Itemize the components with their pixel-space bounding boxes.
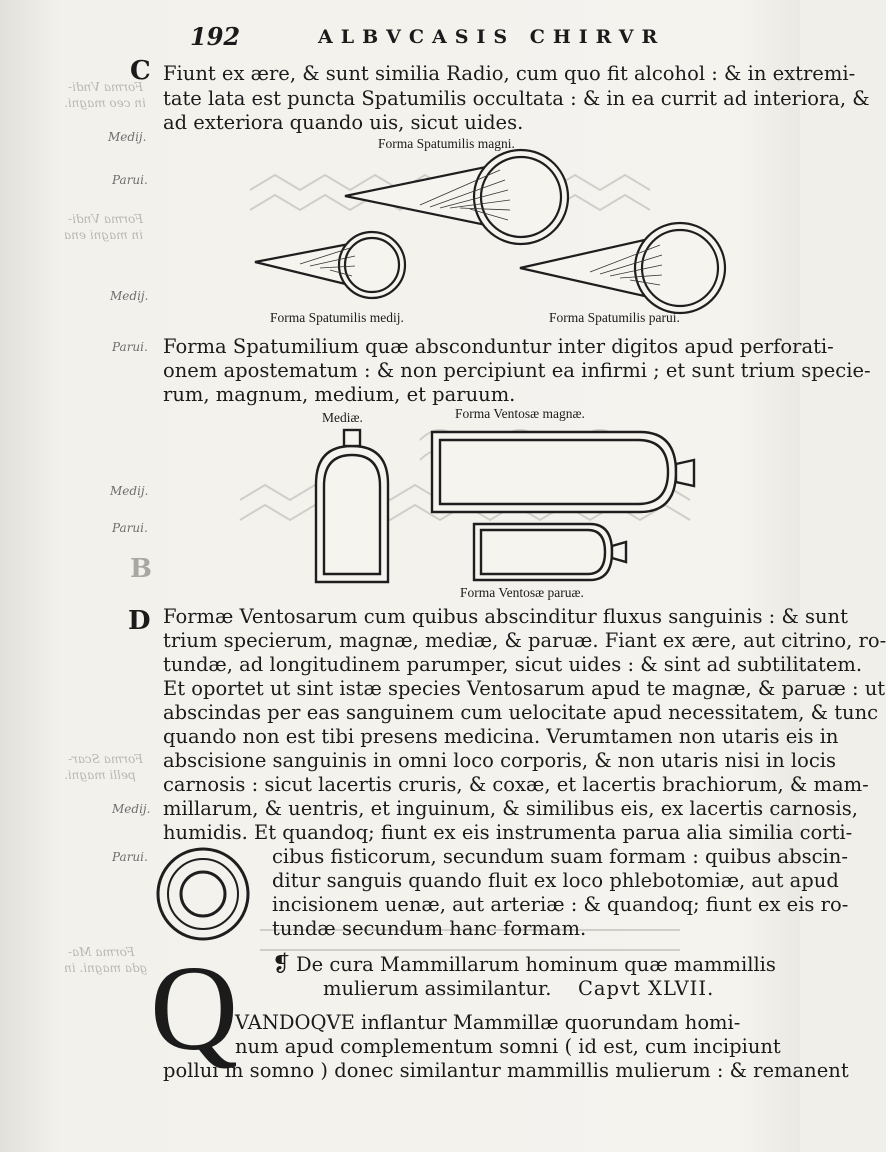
text-line: tundæ, ad longitudinem parumper, sicut uides : & sint ad subtilitatem. — [163, 653, 863, 676]
section-letter-d: D — [128, 606, 151, 636]
text-line: num apud complementum somni ( id est, cum incipiunt — [235, 1035, 781, 1058]
text-line: pollui in somno ) donec similantur mammillis mulierum : & remanent — [163, 1059, 849, 1082]
bleed-note-3: Forma Vndi- — [68, 212, 143, 226]
margin-note-parui-3: Parui. — [112, 521, 148, 535]
chapter-title-cont: mulierum assimilantur. — [323, 977, 552, 1000]
margin-note-parui-1: Parui. — [112, 173, 148, 187]
text-line: onem apostematum : & non percipiunt ea infirmi ; et sunt trium specie- — [163, 359, 871, 382]
margin-note-medij-2: Medij. — [110, 289, 149, 303]
caption-spatumilis-medii: Forma Spatumilis medij. — [270, 310, 404, 325]
text-line: abscindas per eas sanguinem cum uelocitate apud necessitatem, & tunc — [163, 701, 879, 724]
text-line: ditur sanguis quando fluit ex loco phlebotomiæ, aut apud — [272, 869, 839, 892]
caption-ventosa-mediae: Mediæ. — [322, 410, 363, 425]
bleed-note-7: Forma Ma- — [68, 945, 135, 959]
text-line: Fiunt ex ære, & sunt similia Radio, cum quo fit alcohol : & in extremi- — [163, 62, 856, 85]
caption-ventosa-paruae: Forma Ventosæ paruæ. — [460, 585, 584, 600]
caption-spatumilis-magni: Forma Spatumilis magni. — [378, 136, 515, 151]
drop-capital: Q — [150, 941, 239, 1076]
text-line: Forma Spatumilium quæ absconduntur inter digitos apud perforati- — [163, 335, 834, 358]
bleed-note-4: in magni ena — [64, 228, 143, 242]
text-line: incisionem uenæ, aut arteriæ : & quandoq; fiunt ex eis ro- — [272, 893, 849, 916]
text-line: tundæ secundum hanc formam. — [272, 917, 587, 940]
text-line: Formæ Ventosarum cum quibus abscinditur fluxus sanguinis : & sunt — [163, 605, 848, 628]
text-line: rum, magnum, medium, et paruum. — [163, 383, 516, 406]
text-line: millarum, & uentris, et inguinum, & similibus eis, ex lacertis carnosis, — [163, 797, 858, 820]
margin-note-medij-4: Medij. — [112, 802, 151, 816]
margin-note-parui-2: Parui. — [112, 340, 148, 354]
bleed-note-5: Forma Scar- — [68, 752, 143, 766]
text-line: abscisione sanguinis in omni loco corporis, & non utaris nisi in locis — [163, 749, 837, 772]
page-number: 192 — [190, 22, 241, 51]
text-line: quando non est tibi presens medicina. Verumtamen non utaris eis in — [163, 725, 839, 748]
caption-spatumilis-parui: Forma Spatumilis parui. — [549, 310, 680, 325]
chapter-number: Capvt XLVII. — [578, 977, 715, 1000]
margin-note-medij-3: Medij. — [110, 484, 149, 498]
text-line: VANDOQVE inflantur Mammillæ quorundam homi- — [235, 1011, 741, 1034]
margin-note-medij-1: Medij. — [108, 130, 147, 144]
bleed-note-2: in ceo magni. — [64, 96, 146, 110]
text-line: ad exteriora quando uis, sicut uides. — [163, 111, 524, 134]
running-head: ALBVCASIS CHIRVR — [318, 26, 666, 48]
text-line: Et oportet ut sint istæ species Ventosarum apud te magnæ, & paruæ : ut — [163, 677, 886, 700]
text-line: humidis. Et quandoq; fiunt ex eis instrumenta parua alia similia corti- — [163, 821, 853, 844]
pilcrow-icon: ❡ — [272, 952, 291, 977]
chapter-title: De cura Mammillarum hominum quæ mammillis — [296, 953, 776, 976]
text-line: carnosis : sicut lacertis cruris, & coxæ, et lacertis brachiorum, & mam- — [163, 773, 869, 796]
margin-note-parui-4: Parui. — [112, 850, 148, 864]
section-letter-b: B — [130, 554, 152, 584]
bleed-note-8: gda magni. in — [64, 961, 148, 975]
bleed-note-6: pelli magni. — [64, 768, 136, 782]
text-line: cibus fisticorum, secundum suam formam : quibus abscin- — [272, 845, 848, 868]
bleed-note-1: Forma Vndi- — [68, 80, 143, 94]
section-letter-c: C — [130, 56, 151, 86]
text-line: tate lata est puncta Spatumilis occultata : & in ea currit ad interiora, & — [163, 87, 870, 110]
caption-ventosa-magnae: Forma Ventosæ magnæ. — [455, 406, 585, 421]
text-line: trium specierum, magnæ, mediæ, & paruæ. Fiant ex ære, aut citrino, ro- — [163, 629, 886, 652]
